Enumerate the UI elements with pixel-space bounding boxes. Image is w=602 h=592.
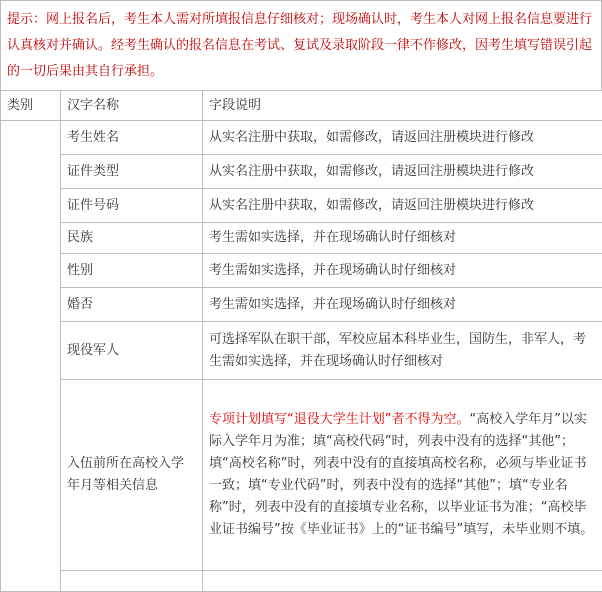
field-desc: 可选择军队在职干部，军校应届本科毕业生，国防生，非军人，考生需如实选择，并在现场确认时仔细核对 (203, 322, 602, 380)
table-row (1, 380, 602, 571)
field-name: 证件号码 (61, 189, 203, 223)
header-name: 汉字名称 (61, 91, 203, 121)
field-name: 性别 (61, 254, 203, 288)
field-desc-highlight: 专项计划填写“退役大学生计划”者不得为空。 (209, 412, 469, 427)
header-category: 类别 (1, 91, 61, 121)
table-row-partial (1, 571, 602, 592)
field-description-table (0, 90, 602, 592)
field-desc (203, 380, 602, 571)
field-name: 证件类型 (61, 155, 203, 189)
field-desc: 从实名注册中获取，如需修改，请返回注册模块进行修改 (203, 155, 602, 189)
field-desc-rest: “高校入学年月”以实际入学年月为准；填“高校代码”时，列表中没有的选择“其他”；填“高校名称”时，列表中没有的直接填高校名称，必须与毕业证书一致；填“专业代码”时，列表中没有的选择“其他”；填“专业名称”时，列表中没有的直接填专业名称，以毕业证书为准；“高校毕业证书编号”按《毕业证书》上的“证书编号”填写，未毕业则不填。 (209, 412, 593, 537)
field-name: 考生姓名 (61, 121, 203, 155)
category-cell (1, 121, 61, 592)
table-row (1, 322, 602, 380)
header-desc: 字段说明 (203, 91, 602, 121)
table-row (1, 288, 602, 322)
table-row (1, 254, 602, 288)
field-name: 入伍前所在高校入学年月等相关信息 (61, 380, 203, 571)
table-row (1, 189, 602, 223)
notice-text: 提示：网上报名后，考生本人需对所填报信息仔细核对；现场确认时，考生本人对网上报名信息要进行认真核对并确认。经考生确认的报名信息在考试、复试及录取阶段一律不作修改，因考生填写错误引起的一切后果由其自行承担。 (7, 12, 592, 79)
field-desc: 从实名注册中获取，如需修改，请返回注册模块进行修改 (203, 121, 602, 155)
field-name (61, 571, 203, 592)
table-header-row (1, 91, 602, 121)
field-desc: 考生需如实选择，并在现场确认时仔细核对 (203, 223, 602, 254)
field-name: 民族 (61, 223, 203, 254)
field-name: 现役军人 (61, 322, 203, 380)
field-desc (203, 571, 602, 592)
field-desc: 考生需如实选择，并在现场确认时仔细核对 (203, 254, 602, 288)
table-row (1, 121, 602, 155)
table-row (1, 223, 602, 254)
field-name: 婚否 (61, 288, 203, 322)
field-desc: 从实名注册中获取，如需修改，请返回注册模块进行修改 (203, 189, 602, 223)
field-desc: 考生需如实选择，并在现场确认时仔细核对 (203, 288, 602, 322)
notice-box (0, 0, 602, 90)
table-row (1, 155, 602, 189)
